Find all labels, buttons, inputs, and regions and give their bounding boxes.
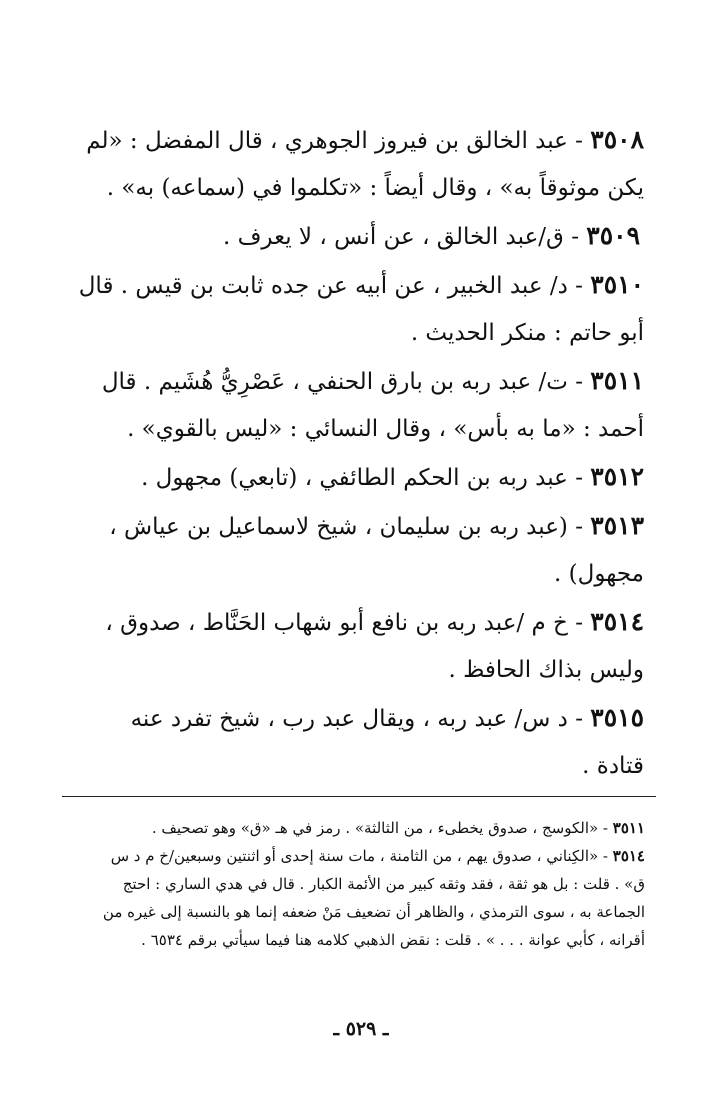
entry-text: - عبد ربه بن الحكم الطائفي ، (تابعي) مجهول .	[141, 465, 591, 491]
entry-3511	[78, 357, 644, 453]
entry-number: ٣٥١٥	[590, 703, 644, 732]
footnote-number: ٣٥١٤	[612, 847, 645, 865]
entry-number: ٣٥١٠	[590, 270, 644, 299]
entry-number: ٣٥٠٩	[586, 221, 640, 250]
entry-number: ٣٥١٣	[590, 511, 644, 540]
entry-text: - د س/ عبد ربه ، ويقال عبد رب ، شيخ تفرد عنه قتادة .	[130, 706, 644, 779]
entry-3513	[78, 502, 644, 598]
entry-text: - ق/عبد الخالق ، عن أنس ، لا يعرف .	[222, 224, 587, 250]
entry-3508	[78, 116, 644, 212]
main-text	[78, 116, 644, 790]
footnote-number: ٣٥١١	[612, 819, 645, 837]
footnote-3514	[95, 842, 645, 954]
entry-text: - (عبد ربه بن سليمان ، شيخ لاسماعيل بن عياش ، مجهول) .	[109, 514, 644, 587]
entry-3509	[78, 212, 644, 261]
entry-3512	[78, 453, 644, 502]
page-number: ـ ٥٢٩ ـ	[333, 1018, 389, 1040]
entry-number: ٣٥١١	[590, 366, 644, 395]
entry-number: ٣٥١٤	[590, 607, 644, 636]
entry-text: - ت/ عبد ربه بن بارق الحنفي ، عَصْرِيُّ هُشَيم . قال أحمد : «ما به بأس» ، وقال النسائي : «ليس بالقوي» .	[101, 369, 644, 442]
footnote-3511	[95, 814, 645, 842]
entry-text: - د/ عبد الخبير ، عن أبيه عن جده ثابت بن قيس . قال أبو حاتم : منكر الحديث .	[78, 273, 644, 346]
entry-3510	[78, 261, 644, 357]
entry-3514	[78, 598, 644, 694]
footnote-text: - «الكوسج ، صدوق يخطىء ، من الثالثة» . رمز في هـ «ق» وهو تصحيف .	[151, 819, 613, 837]
entry-number: ٣٥١٢	[590, 462, 644, 491]
entry-text: - عبد الخالق بن فيروز الجوهري ، قال المفضل : «لم يكن موثوقاً به» ، وقال أيضاً : «تكلموا في (سماعه) به» .	[86, 128, 644, 201]
footnote-divider	[62, 796, 656, 797]
footnotes	[95, 814, 645, 954]
entry-text: - خ م /عبد ربه بن نافع أبو شهاب الحَنَّاط ، صدوق ، وليس بذاك الحافظ .	[105, 610, 644, 683]
footnote-text: - «الكِناني ، صدوق يهم ، من الثامنة ، مات سنة إحدى أو اثنتين وسبعين/خ م د س ق» . قلت : بل هو ثقة ، فقد وثقه كبير من الأئمة الكبار . قال في هدي الساري : احتج الجماعة به ، سوى الترمذي ، والظاهر أن تضعيف مَنْ ضعفه إنما هو بالنسبة إلى غيره من أقرانه ، كأبي عوانة . . . » . قلت : نقض الذهبي كلامه هنا فيما سيأتي برقم ٦٥٣٤ .	[102, 847, 645, 949]
entry-number: ٣٥٠٨	[590, 125, 644, 154]
entry-3515	[78, 694, 644, 790]
